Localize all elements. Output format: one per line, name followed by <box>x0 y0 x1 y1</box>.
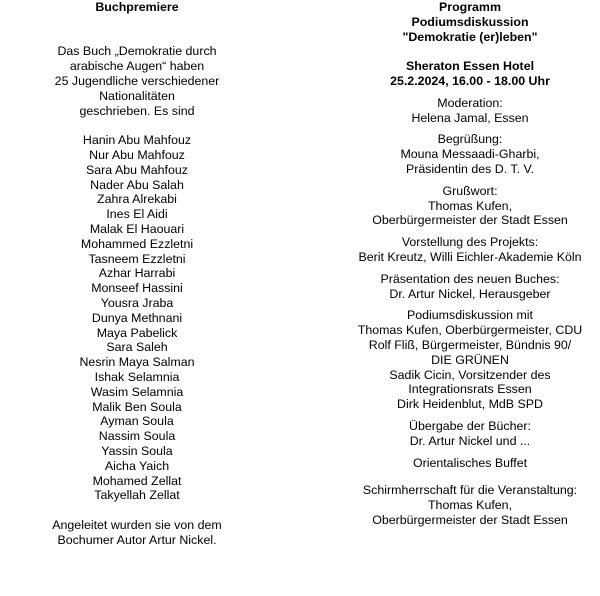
program-item-label: Podiumsdiskussion mit <box>406 308 534 323</box>
program-item-text: Dr. Artur Nickel, Herausgeber <box>389 286 551 301</box>
program-item-text: Thomas Kufen, Oberbürgermeister, CDU <box>357 323 583 338</box>
author-name: Ishak Selamnia <box>94 369 180 384</box>
program-item-text: Rolf Fliß, Bürgermeister, Bündnis 90/ <box>368 337 572 352</box>
author-name: Tasneem Ezzletni <box>88 251 186 266</box>
intro-line: 25 Jugendliche verschiedener <box>54 73 220 88</box>
author-name: Nader Abu Salah <box>90 177 184 192</box>
intro-line: Das Buch „Demokratie durch <box>57 44 217 59</box>
author-name: Ines El Aidi <box>106 207 168 222</box>
program-item-greeting <box>330 184 600 228</box>
program-item-welcome <box>330 132 600 176</box>
author-name: Monseef Hassini <box>91 281 183 296</box>
program-item-label: Moderation: <box>437 95 503 110</box>
program-item-text: Dr. Artur Nickel und ... <box>409 433 531 448</box>
program-item-text: Oberbürgermeister der Stadt Essen <box>372 213 568 228</box>
author-name: Yousra Jraba <box>100 295 174 310</box>
program-item-text: Helena Jamal, Essen <box>411 110 529 125</box>
program-item-label: Orientalisches Buffet <box>412 455 528 470</box>
author-name: Wasim Selamnia <box>90 384 184 399</box>
event-date: 25.2.2024, 16.00 - 18.00 Uhr <box>390 73 550 88</box>
author-name: Maya Pabelick <box>96 325 178 340</box>
program-item-text: Mouna Messaadi-Gharbi, <box>400 147 540 162</box>
program-item-text: DIE GRÜNEN <box>431 352 509 367</box>
venue-info <box>330 59 600 89</box>
intro-line: geschrieben. Es sind <box>79 103 195 118</box>
program-item-buffet <box>330 456 600 471</box>
intro-line: Nationalitäten <box>99 88 175 103</box>
program-item-label: Grußwort: <box>442 183 498 198</box>
program-item-label: Präsentation des neuen Buches: <box>380 271 560 286</box>
patronage-text: Oberbürgermeister der Stadt Essen <box>372 512 568 527</box>
program-item-moderation <box>330 96 600 126</box>
author-name: Aicha Yaich <box>104 458 170 473</box>
program-item-book <box>330 272 600 302</box>
intro-text <box>22 44 252 118</box>
author-list <box>22 133 252 503</box>
program-item-label: Begrüßung: <box>437 132 503 147</box>
program-heading-line: Programm <box>439 0 501 14</box>
outro-line: Angeleitet wurden sie von dem <box>52 517 222 532</box>
author-name: Sara Saleh <box>106 340 168 355</box>
program-item-handover <box>330 419 600 449</box>
author-name: Takyellah Zellat <box>94 488 180 503</box>
author-name: Dunya Methnani <box>91 310 183 325</box>
right-column <box>330 0 600 528</box>
program-item-text: Berit Kreutz, Willi Eichler-Akademie Köln <box>358 249 582 264</box>
author-name: Ayman Soula <box>100 414 174 429</box>
outro-line: Bochumer Autor Artur Nickel. <box>57 532 217 547</box>
program-item-panel <box>330 308 600 412</box>
patronage-text: Thomas Kufen, <box>427 498 513 513</box>
program-item-label: Vorstellung des Projekts: <box>401 235 539 250</box>
outro-text <box>22 518 252 548</box>
program-item-text: Dirk Heidenblut, MdB SPD <box>397 397 543 412</box>
author-name: Sara Abu Mahfouz <box>86 162 188 177</box>
author-name: Mohamed Zellat <box>92 473 182 488</box>
patronage-label: Schirmherrschaft für die Veranstaltung: <box>362 483 578 498</box>
program-item-text: Sadik Cicin, Vorsitzender des <box>389 367 551 382</box>
program-item-label: Übergabe der Bücher: <box>409 418 531 433</box>
program-heading <box>330 0 600 44</box>
left-heading: Buchpremiere <box>95 0 179 14</box>
author-name: Nur Abu Mahfouz <box>89 147 185 162</box>
author-name: Nesrin Maya Salman <box>79 355 195 370</box>
program-heading-line: Podiumsdiskussion <box>411 14 529 29</box>
program-item-text: Thomas Kufen, <box>427 198 513 213</box>
author-name: Yassin Soula <box>101 443 173 458</box>
author-name: Malik Ben Soula <box>92 399 182 414</box>
program-item-project <box>330 235 600 265</box>
left-column <box>22 0 252 547</box>
venue-name: Sheraton Essen Hotel <box>405 59 535 74</box>
program-item-text: Präsidentin des D. T. V. <box>405 161 535 176</box>
program-heading-line: "Demokratie (er)leben" <box>402 29 538 44</box>
patronage-info <box>330 483 600 527</box>
author-name: Nassim Soula <box>98 429 176 444</box>
author-name: Mohammed Ezzletni <box>80 236 194 251</box>
author-name: Malak El Haouari <box>89 221 185 236</box>
author-name: Zahra Alrekabi <box>97 192 177 207</box>
program-item-text: Integrationsrats Essen <box>408 382 532 397</box>
author-name: Hanin Abu Mahfouz <box>82 133 192 148</box>
intro-line: arabische Augen“ haben <box>69 59 205 74</box>
author-name: Azhar Harrabi <box>98 266 176 281</box>
